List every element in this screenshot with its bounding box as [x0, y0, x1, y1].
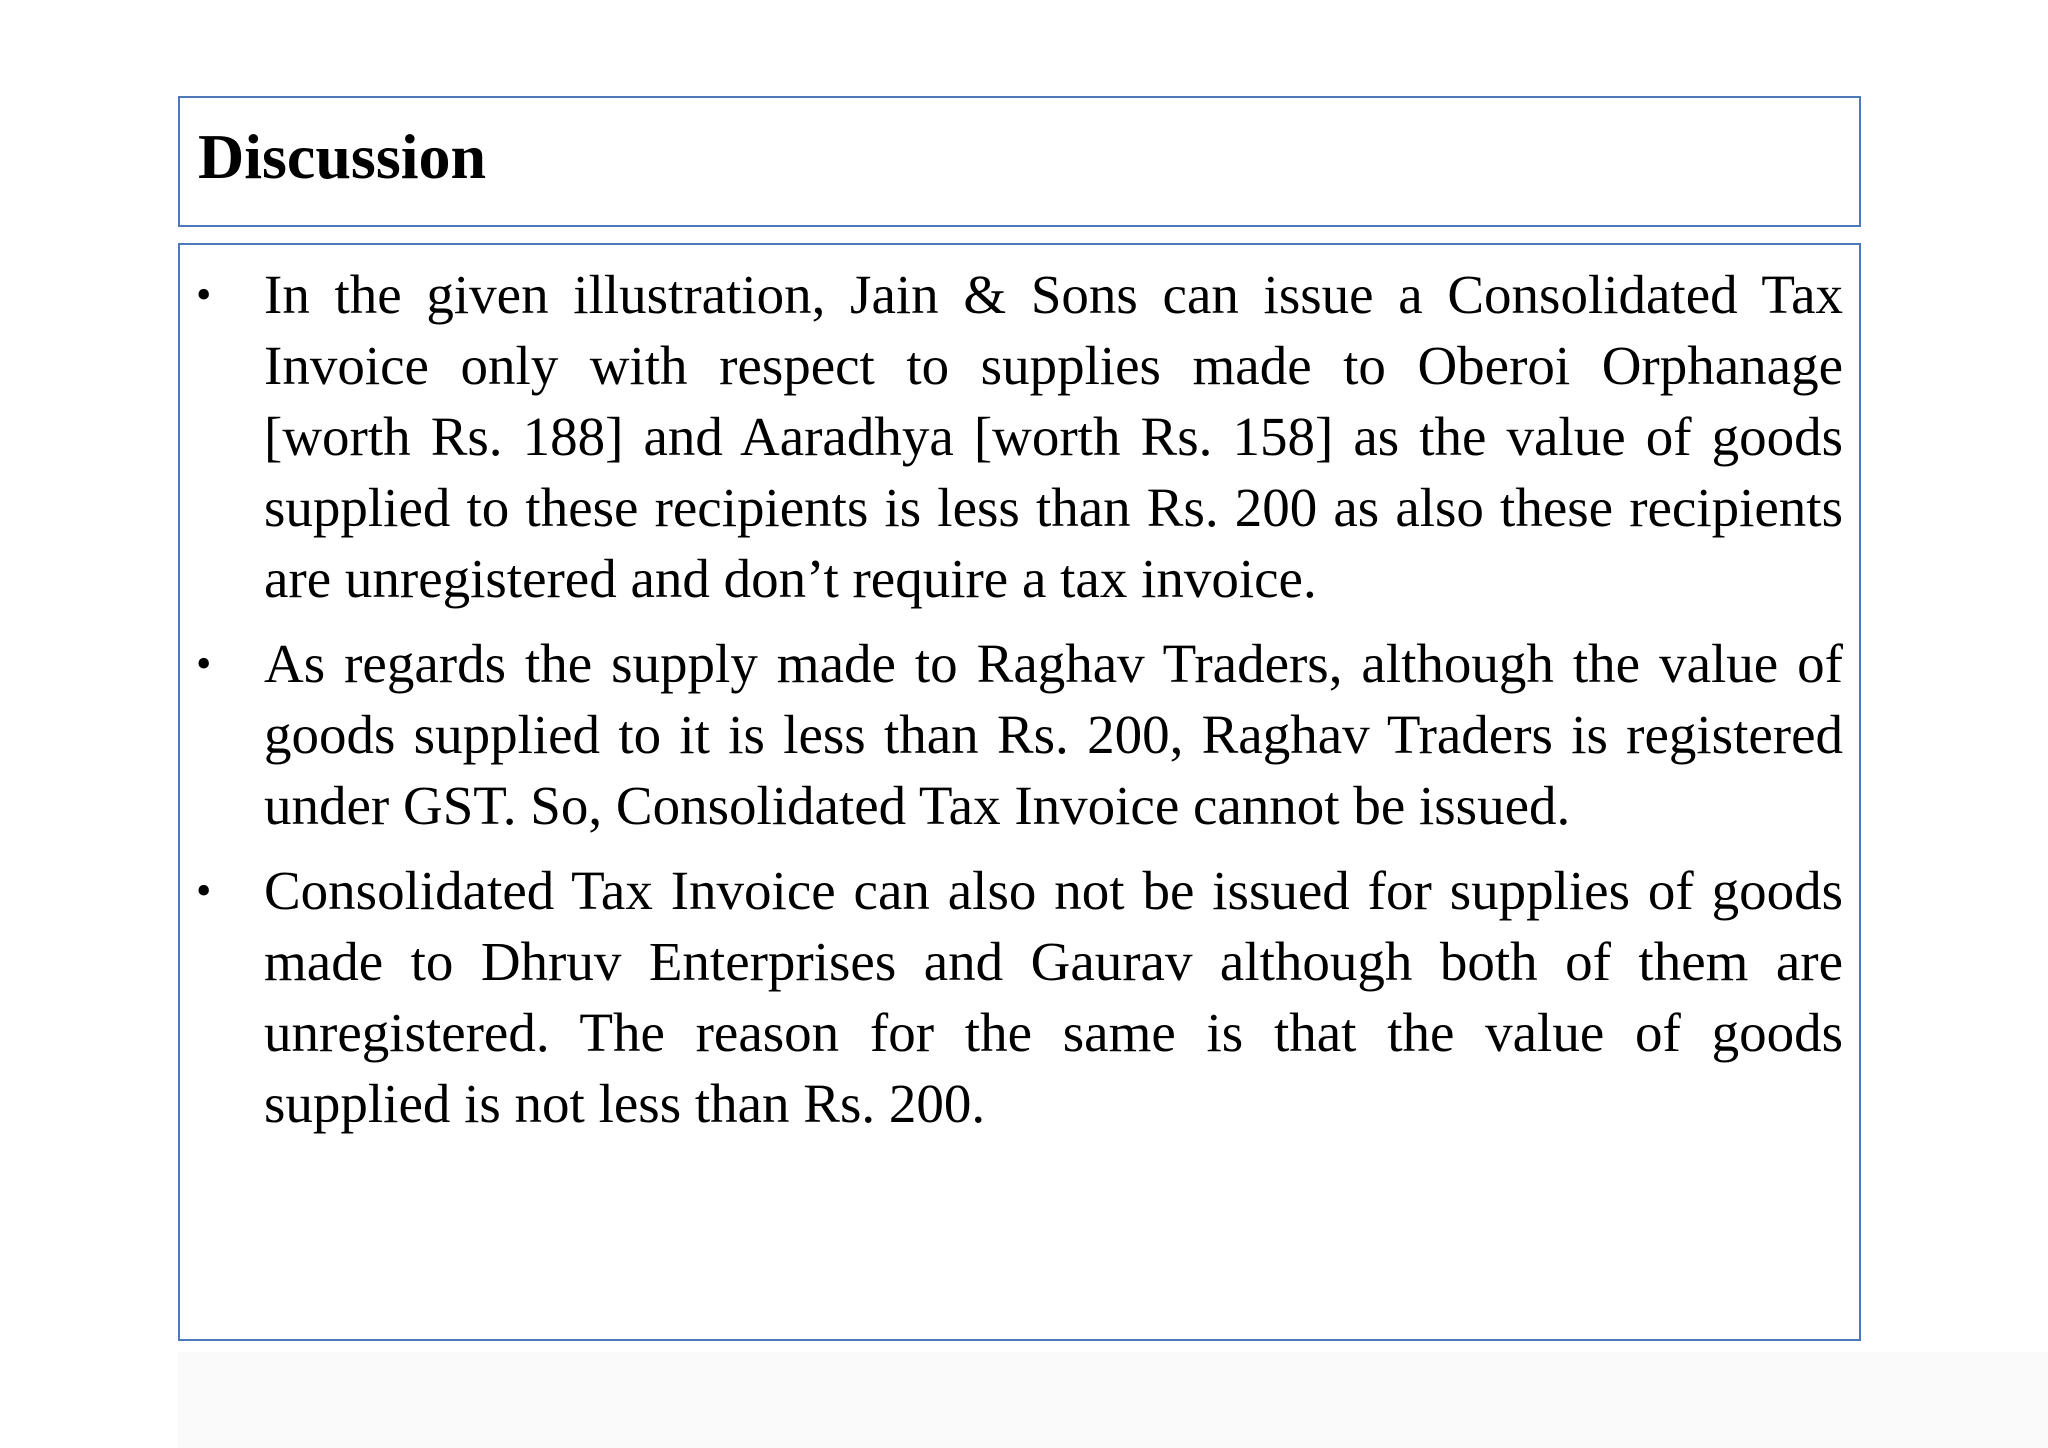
- content-box: [178, 243, 1861, 1341]
- bullet-text-1: In the given illustration, Jain & Sons can issue a Consolidated Tax Invoice only with respect to supplies made to Oberoi Orphanage [worth Rs. 188] and Aaradhya [worth Rs. 158] as the value of goods supplied to these recipients is less than Rs. 200 as also these recipients are unregistered and don’t require a tax invoice.: [264, 264, 1843, 609]
- bullet-item-3: [180, 855, 1859, 1139]
- bullet-dot: •: [196, 270, 212, 319]
- bullet-item-2: [180, 628, 1859, 841]
- bullet-dot: •: [196, 639, 212, 688]
- bottom-shade: [178, 1352, 2048, 1448]
- bullet-text-3: Consolidated Tax Invoice can also not be issued for supplies of goods made to Dhruv Enterprises and Gaurav although both of them are unregistered. The reason for the same is that the value of goods supplied is not less than Rs. 200.: [264, 860, 1843, 1134]
- bullet-list: [180, 259, 1859, 1153]
- title-box: [178, 96, 1861, 227]
- slide-title: Discussion: [198, 121, 487, 192]
- bullet-item-1: [180, 259, 1859, 614]
- bullet-text-2: As regards the supply made to Raghav Traders, although the value of goods supplied to it is less than Rs. 200, Raghav Traders is registered under GST. So, Consolidated Tax Invoice cannot be issued.: [264, 633, 1843, 836]
- bullet-dot: •: [196, 866, 212, 915]
